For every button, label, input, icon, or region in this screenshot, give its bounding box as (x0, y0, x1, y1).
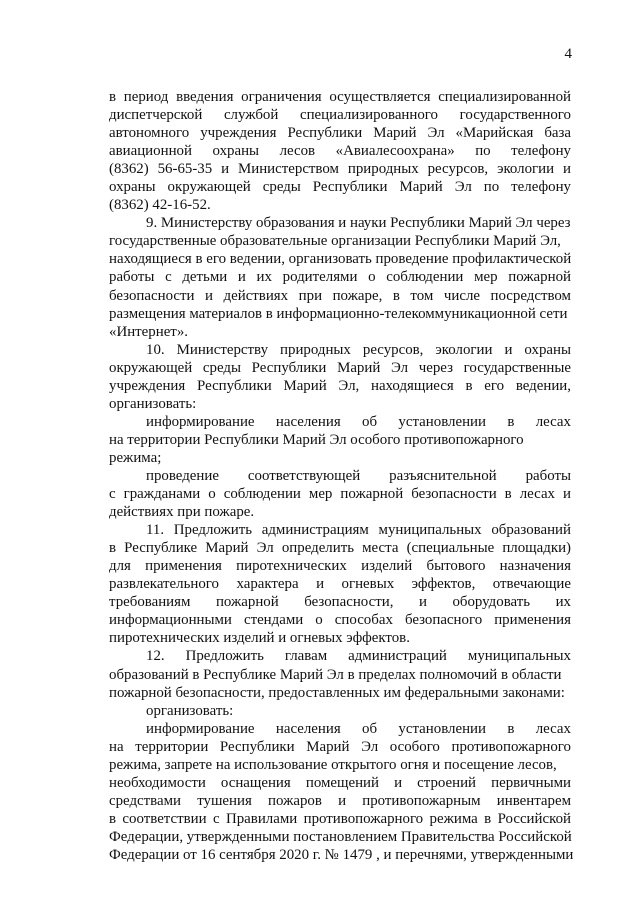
text-line: 10. Министерству природных ресурсов, экологии и охраны (146, 341, 571, 358)
text-line: с гражданами о соблюдении мер пожарной безопасности в лесах и (109, 486, 571, 503)
text-line: режима, запрете на использование открытого огня и посещение лесов, (109, 756, 557, 773)
text-line: Федерации от 16 сентября 2020 г. № 1479 , и перечнями, утвержденными (109, 846, 574, 863)
text-line: безопасности и действиях при пожаре, в том числе посредством (109, 287, 571, 304)
text-line: «Интернет». (109, 323, 188, 340)
text-line: информирование населения об установлении в лесах (146, 720, 571, 737)
text-line: режима; (109, 449, 162, 466)
text-line: на территории Республики Марий Эл особого противопожарного (109, 431, 524, 448)
text-line: окружающей среды Республики Марий Эл через государственные (109, 359, 571, 376)
text-line: в период введения ограничения осуществляется специализированной (109, 89, 571, 105)
body-text (109, 88, 574, 864)
text-line: размещения материалов в информационно-телекоммуникационной сети (109, 305, 568, 322)
text-line: 12. Предложить главам администраций муниципальных (146, 648, 571, 665)
text-line: (8362) 56-65-35 и Министерством природных ресурсов, экологии и (109, 161, 571, 178)
text-line: развлекательного характера и огневых эффектов, отвечающие (109, 576, 571, 593)
text-line: находящиеся в его ведении, организовать проведение профилактической (109, 251, 572, 268)
text-line: требованиям пожарной безопасности, и оборудовать их (109, 594, 571, 611)
text-line: образований в Республике Марий Эл в пределах полномочий в области (109, 666, 562, 683)
text-line: диспетчерской службой специализированного государственного (109, 107, 571, 124)
text-line: 9. Министерству образования и науки Республики Марий Эл через (146, 215, 571, 232)
text-line: для применения пиротехнических изделий бытового назначения (109, 558, 571, 575)
text-line: в Республике Марий Эл определить места (специальные площадки) (109, 540, 571, 557)
text-line: (8362) 42-16-52. (109, 197, 211, 214)
text-line: средствами тушения пожаров и противопожарным инвентарем (109, 792, 571, 809)
text-line: в соответствии с Правилами противопожарного режима в Российской (109, 810, 571, 827)
text-line: проведение соответствующей разъяснительной работы (146, 467, 571, 484)
text-line: информационными стендами о способах безопасного применения (109, 612, 571, 629)
text-line: на территории Республики Марий Эл особого противопожарного (109, 738, 571, 755)
text-line: организовать: (109, 395, 197, 412)
text-line: государственные образовательные организации Республики Марий Эл, (109, 233, 561, 250)
text-line: 11. Предложить администрациям муниципальных образований (146, 522, 571, 539)
text-line: необходимости оснащения помещений и строений первичными (109, 774, 571, 791)
text-line: пиротехнических изделий и огневых эффектов. (109, 630, 410, 647)
text-line: действиях при пожаре. (109, 504, 255, 521)
text-line: Федерации, утвержденными постановлением Правительства Российской (109, 828, 572, 845)
text-line: работы с детьми и их родителями о соблюдении мер пожарной (109, 269, 571, 286)
text-line: учреждения Республики Марий Эл, находящиеся в его ведении, (109, 377, 571, 394)
text-line: охраны окружающей среды Республики Марий Эл по телефону (109, 179, 571, 196)
text-line: пожарной безопасности, предоставленных им федеральными законами: (109, 684, 565, 701)
page-number: 4 (564, 46, 572, 62)
text-line: автономного учреждения Республики Марий Эл «Марийская база (109, 125, 571, 142)
text-line: информирование населения об установлении в лесах (146, 413, 571, 430)
text-line: организовать: (146, 702, 234, 719)
text-line: авиационной охраны лесов «Авиалесоохрана» по телефону (109, 143, 571, 160)
